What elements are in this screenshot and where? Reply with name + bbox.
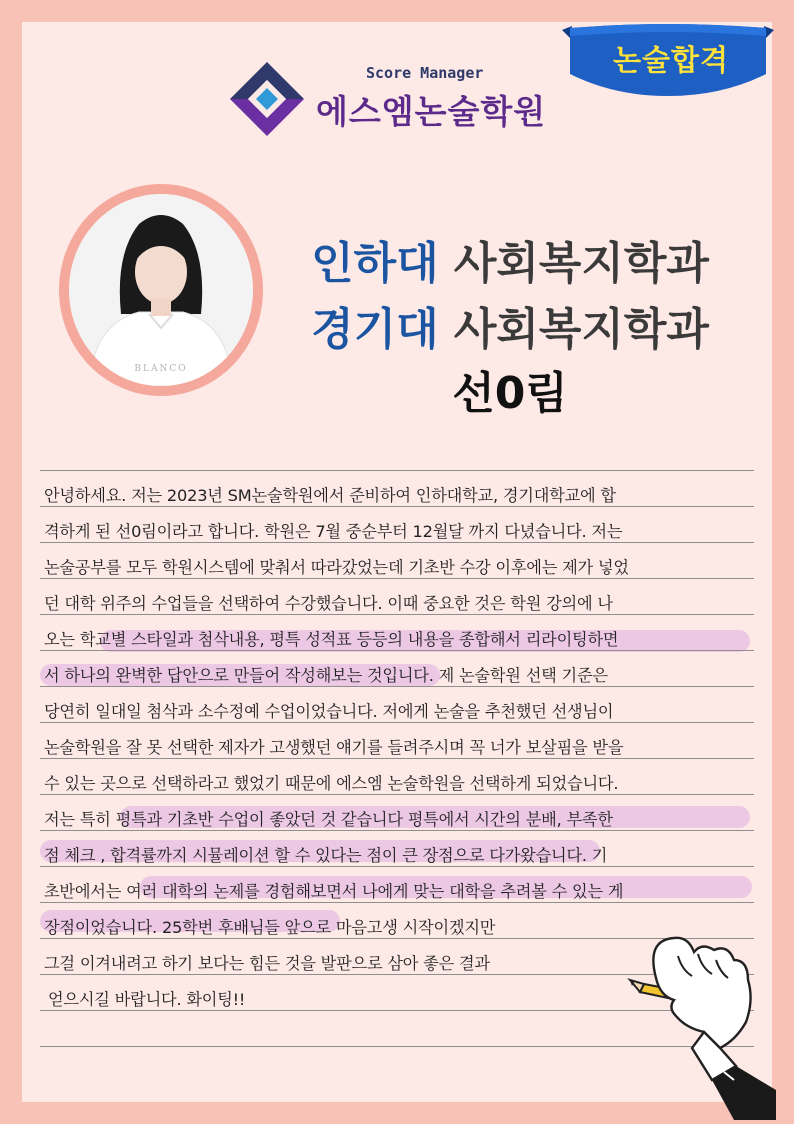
department-1: 사회복지학과 bbox=[453, 238, 709, 289]
testimonial-line: 오는 학교별 스타일과 첨삭내용, 평특 성적표 등등의 내용을 종합해서 리라이팅하면 bbox=[44, 630, 619, 649]
student-photo-frame bbox=[59, 184, 263, 396]
rule-line bbox=[40, 578, 754, 579]
rule-line bbox=[40, 758, 754, 759]
admission-line-2 bbox=[280, 304, 740, 355]
rule-line bbox=[40, 470, 754, 471]
admission-line-1 bbox=[280, 238, 740, 289]
rule-line bbox=[40, 902, 754, 903]
testimonial-line: 논술공부를 모두 학원시스템에 맞춰서 따라갔었는데 기초반 수강 이후에는 제가 넣었 bbox=[44, 558, 629, 577]
rule-line bbox=[40, 650, 754, 651]
testimonial-line: 그걸 이겨내려고 하기 보다는 힘든 것을 발판으로 삼아 좋은 결과 bbox=[44, 954, 490, 973]
testimonial-line: 논술학원을 잘 못 선택한 제자가 고생했던 얘기를 들려주시며 꼭 너가 보살핌을 받을 bbox=[44, 738, 624, 757]
pen-hand-icon bbox=[616, 930, 776, 1120]
photo-studio-caption: BLANCO bbox=[134, 364, 188, 374]
rule-line bbox=[40, 866, 754, 867]
rule-line bbox=[40, 686, 754, 687]
student-photo bbox=[69, 194, 253, 386]
sm-logo-icon bbox=[226, 58, 308, 148]
rule-line bbox=[40, 722, 754, 723]
rule-line bbox=[40, 506, 754, 507]
testimonial-line: 얻으시길 바랍니다. 화이팅!! bbox=[48, 990, 246, 1009]
testimonial-line: 초반에서는 여러 대학의 논제를 경험해보면서 나에게 맞는 대학을 추려볼 수 있는 게 bbox=[44, 882, 624, 901]
rule-line bbox=[40, 614, 754, 615]
logo-english-name: Score Manager bbox=[366, 64, 484, 82]
testimonial-line: 저는 특히 평특과 기초반 수업이 좋았던 것 같습니다 평특에서 시간의 분배, 부족한 bbox=[44, 810, 613, 829]
student-name: 선0림 bbox=[452, 368, 568, 419]
university-1: 인하대 bbox=[311, 238, 439, 289]
student-portrait-icon bbox=[69, 194, 253, 386]
rule-line bbox=[40, 542, 754, 543]
logo-korean-name: 에스엠논술학원 bbox=[316, 92, 547, 131]
badge-label: 논술합격 bbox=[612, 43, 730, 77]
academy-logo bbox=[226, 58, 586, 148]
pass-badge bbox=[562, 16, 774, 102]
testimonial-line: 안녕하세요. 저는 2023년 SM논술학원에서 준비하여 인하대학교, 경기대학교에 합 bbox=[44, 486, 616, 505]
university-2: 경기대 bbox=[311, 304, 439, 355]
rule-line bbox=[40, 794, 754, 795]
testimonial-line: 던 대학 위주의 수업들을 선택하여 수강했습니다. 이때 중요한 것은 학원 강의에 나 bbox=[44, 594, 613, 613]
testimonial-line: 점 체크 , 합격률까지 시뮬레이션 할 수 있다는 점이 큰 장점으로 다가왔습니다. 기 bbox=[44, 846, 608, 865]
testimonial-line: 수 있는 곳으로 선택하라고 했었기 때문에 에스엠 논술학원을 선택하게 되었습니다. bbox=[44, 774, 619, 793]
pen-hand-illustration bbox=[616, 930, 776, 1120]
rule-line bbox=[40, 830, 754, 831]
department-2: 사회복지학과 bbox=[453, 304, 709, 355]
testimonial-line: 당연히 일대일 첨삭과 소수정예 수업이었습니다. 저에게 논술을 추천했던 선생님이 bbox=[44, 702, 614, 721]
testimonial-line: 격하게 된 선0림이라고 합니다. 학원은 7월 중순부터 12월달 까지 다녔습니다. 저는 bbox=[44, 522, 623, 541]
testimonial-line: 서 하나의 완벽한 답안으로 만들어 작성해보는 것입니다. 제 논술학원 선택 기준은 bbox=[44, 666, 608, 685]
testimonial-line: 장점이었습니다. 25학번 후배님들 앞으로 마음고생 시작이겠지만 bbox=[44, 918, 496, 937]
